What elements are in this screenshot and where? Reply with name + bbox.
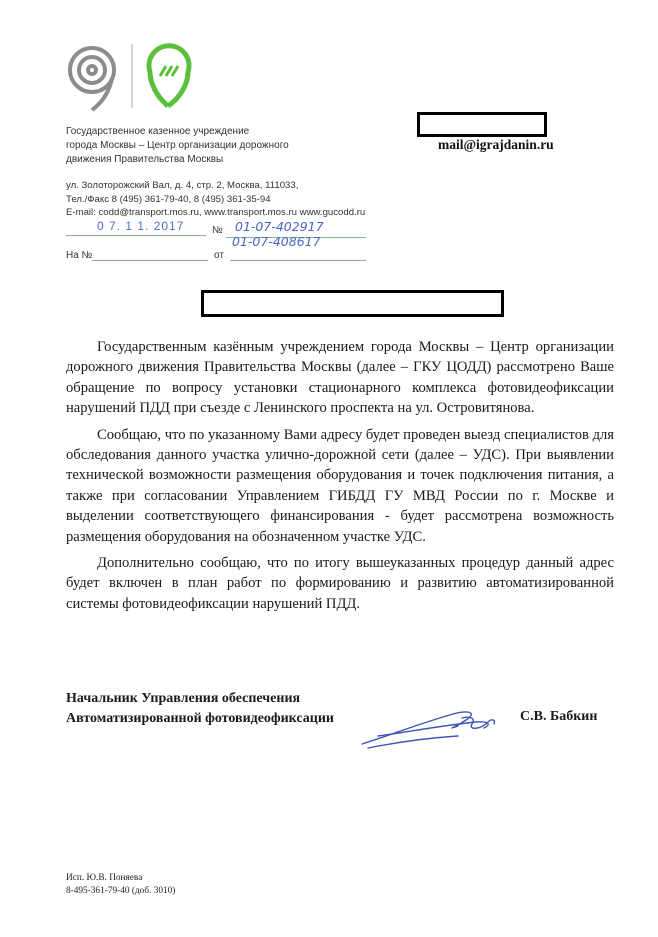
executor-phone: 8-495-361-79-40 (доб. 3010) [66,886,176,896]
org-line: движения Правительства Москвы [66,154,224,165]
org-address [66,179,365,220]
na-label: На № [66,250,93,261]
out-number-1: 01-07-402917 [235,219,324,234]
org-name [66,125,289,167]
org-line: Государственное казенное учреждение [66,126,250,137]
number-label: № [212,225,223,236]
handwritten-signature [358,700,508,752]
executor-info [66,872,175,898]
body-paragraph: Государственным казённым учреждением города Москвы – Центр организации дорожного движения Правительства Москвы (далее – ГКУ ЦОДД) рассмотрено Ваше обращение по вопросу установки стационарного комплекса фотовидеофиксации нарушений ПДД при съезде с Ленинского проспекта на ул. Островитянова. [66,339,614,417]
address-line: ул. Золоторожский Вал, д. 4, стр. 2, Москва, 111033, [66,180,299,191]
executor-name: Исп. Ю.В. Поняева [66,873,143,883]
org-line: города Москвы – Центр организации дорожного [66,140,289,151]
signatory-title-line: Автоматизированной фотовидеофиксации [66,711,334,726]
signatory-name: С.В. Бабкин [520,709,598,724]
address-line: E-mail: codd@transport.mos.ru, www.transport.mos.ru www.gucodd.ru [66,207,366,219]
redacted-salutation [201,290,504,317]
body-paragraph: Сообщаю, что по указанному Вами адресу будет проведен выезд специалистов для обследования данного участка улично-дорожной сети (далее – УДС). При выявлении технической возможности размещения оборудования и точек подключения питания, а также при согласовании Управлением ГИБДД ГУ МВД России по г. Москве и выделении соответствующего финансирования - будет рассмотрена возможность размещения оборудования на обозначенном участке УДС. [66,426,614,545]
signatory-title-line: Начальник Управления обеспечения [66,691,301,706]
signatory-title [66,689,334,729]
out-number-2: 01-07-408617 [232,234,321,249]
redacted-recipient [417,112,547,137]
date-stamp: 0 7. 1 1. 2017 [97,219,185,233]
recipient-email: mail@igrajdanin.ru [438,137,554,152]
ot-underline [230,260,366,261]
na-underline [92,260,208,261]
address-line: Тел./Факс 8 (495) 361-79-40, 8 (495) 361-35-94 [66,193,271,205]
letter-body [66,337,614,614]
body-paragraph: Дополнительно сообщаю, что по итогу вышеуказанных процедур данный адрес будет включен в план работ по формированию и развитию автоматизированной системы фотовидеофиксации нарушений ПДД. [66,555,614,612]
codd-logo [62,42,212,112]
date-underline [66,235,206,236]
ot-label: от [214,250,224,261]
